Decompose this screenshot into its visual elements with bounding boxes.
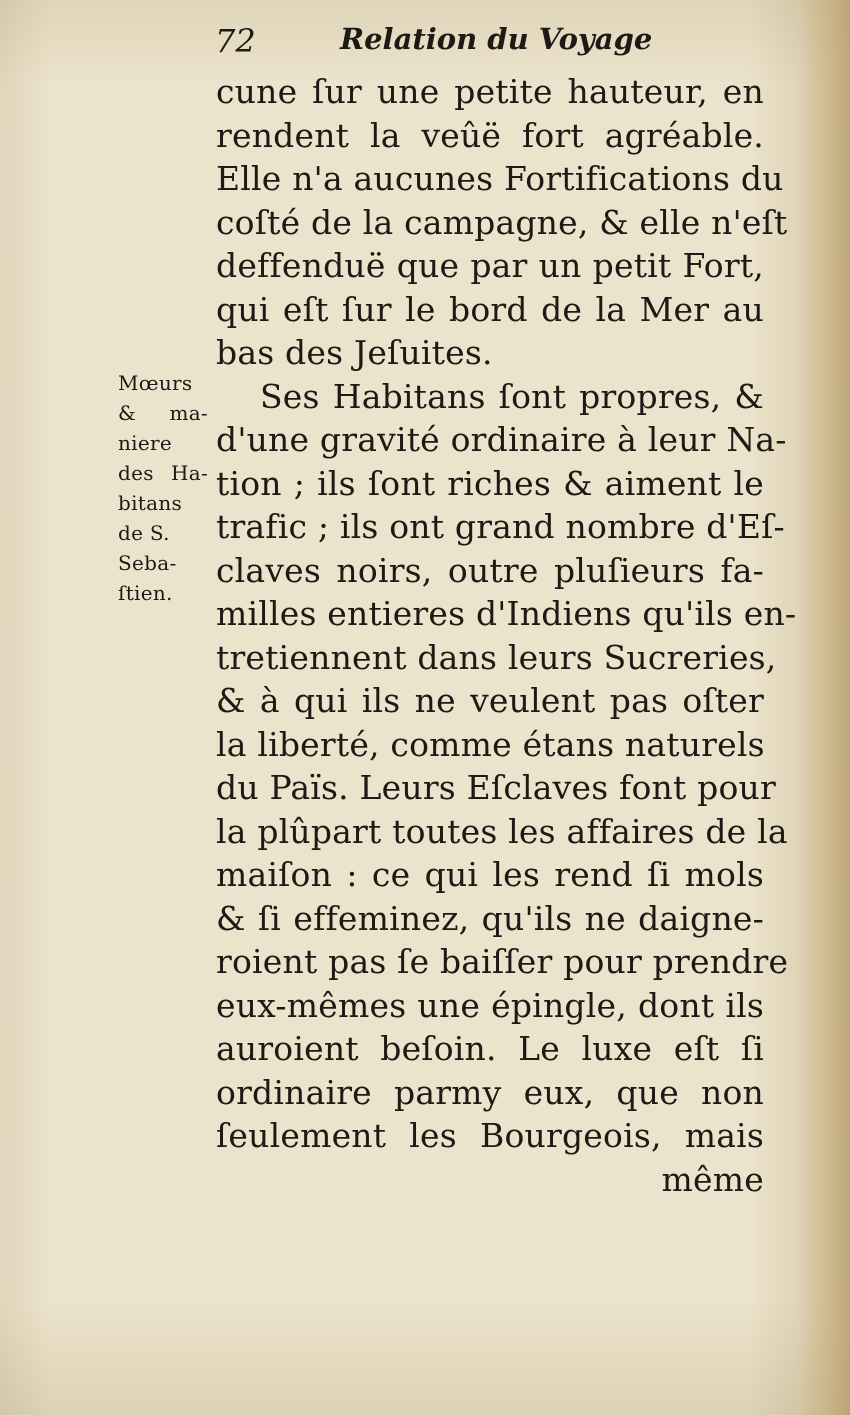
text-line: cune ſur une petite hauteur, en xyxy=(216,72,764,111)
text-line: ordinaire parmy eux, que non xyxy=(216,1072,764,1112)
text-line: tretiennent dans leurs Sucreries, xyxy=(216,637,777,677)
text-line: Ses Habitans ſont propres, & xyxy=(260,376,764,416)
marginal-note xyxy=(118,368,208,608)
marginal-line: Mœurs xyxy=(118,371,193,395)
text-line: milles entieres d'Indiens qu'ils en- xyxy=(216,594,797,633)
text-line: tion ; ils ſont riches & aiment le xyxy=(216,463,764,503)
text-line: & à qui ils ne veulent pas oſter xyxy=(216,681,764,720)
text-line: deffenduë que par un petit Fort, xyxy=(216,246,764,285)
text-line: bas des Jeſuites. xyxy=(216,333,493,372)
text-line: qui eſt ſur le bord de la Mer au xyxy=(216,289,764,329)
text-line: coſté de la campagne, & elle n'eſt xyxy=(216,202,788,242)
main-text xyxy=(216,70,797,1201)
marginal-line: & ma- xyxy=(118,401,208,425)
text-line: maiſon : ce qui les rend ſi mols xyxy=(216,855,764,894)
marginal-line: bitans xyxy=(118,491,183,515)
page-edge-shading xyxy=(798,0,850,1415)
marginal-line: des Ha- xyxy=(118,461,208,485)
text-line: roient pas ſe baiſſer pour prendre xyxy=(216,942,789,981)
running-head xyxy=(215,22,765,66)
text-line: la liberté, comme étans naturels xyxy=(216,724,765,764)
text-line: ſeulement les Bourgeois, mais xyxy=(216,1116,764,1155)
page-number: 72 xyxy=(215,22,256,60)
marginal-line: niere xyxy=(118,431,173,455)
running-title: Relation du Voyage xyxy=(340,22,653,56)
text-line: eux-mêmes une épingle, dont ils xyxy=(216,985,764,1025)
text-line: rendent la veûë fort agréable. xyxy=(216,115,764,155)
text-line: auroient beſoin. Le luxe eſt ſi xyxy=(216,1029,764,1068)
text-line: trafic ; ils ont grand nombre d'Eſ- xyxy=(216,507,785,546)
catchword: même xyxy=(661,1159,764,1199)
text-line: d'une gravité ordinaire à leur Na- xyxy=(216,420,787,459)
text-line: claves noirs, outre pluſieurs fa- xyxy=(216,550,764,590)
text-line: & ſi effeminez, qu'ils ne daigne- xyxy=(216,898,764,938)
text-line: Elle n'a aucunes Fortifications du xyxy=(216,159,784,198)
marginal-line: Seba- xyxy=(118,551,177,575)
marginal-line: de S. xyxy=(118,521,170,545)
text-line: la plûpart toutes les affaires de la xyxy=(216,811,788,851)
marginal-line: ſtien. xyxy=(118,581,173,605)
text-line: du Païs. Leurs Eſclaves font pour xyxy=(216,768,776,807)
